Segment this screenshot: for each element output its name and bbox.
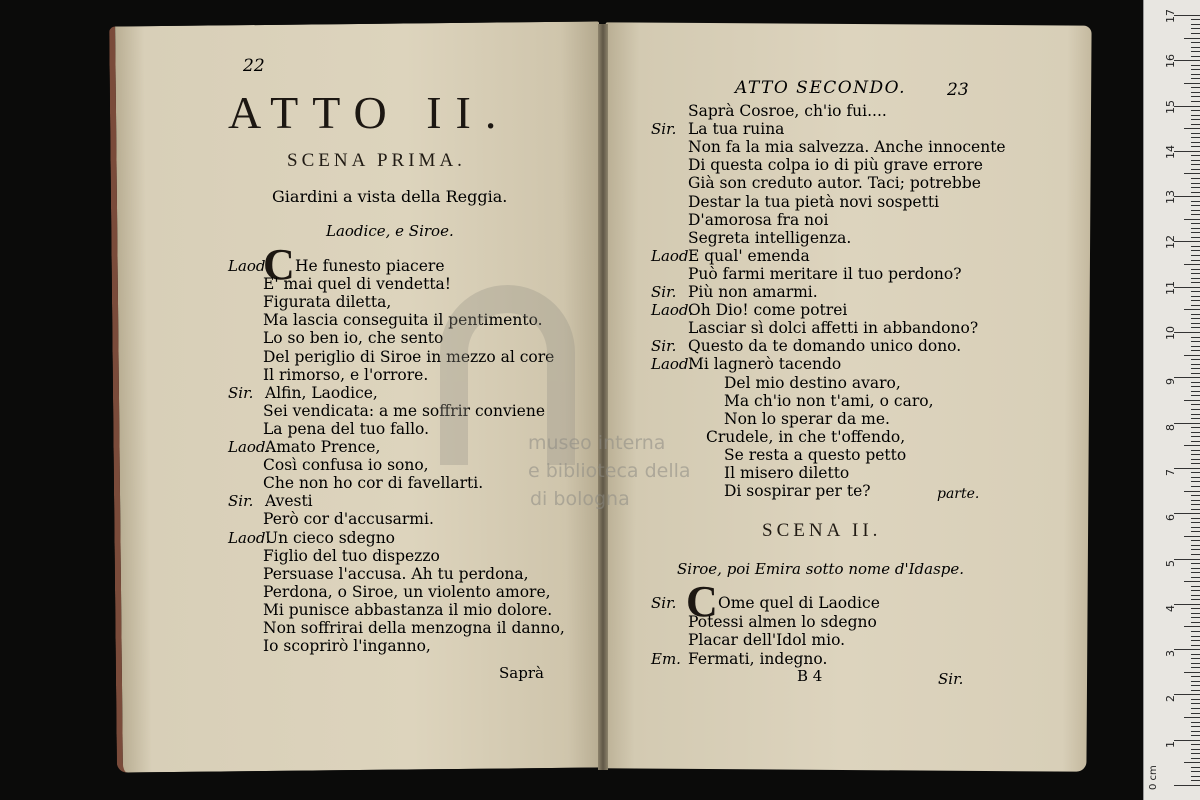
ruler-tick	[1191, 472, 1200, 473]
ruler-tick	[1191, 404, 1200, 405]
verse-line: Può farmi meritare il tuo perdono?	[688, 264, 962, 283]
ruler-label: 1	[1164, 740, 1177, 748]
ruler-tick	[1184, 355, 1200, 356]
ruler-tick	[1191, 282, 1200, 283]
ruler-tick	[1191, 19, 1200, 20]
ruler-tick	[1191, 137, 1200, 138]
verse-line: Però cor d'accusarmi.	[263, 510, 434, 529]
exit-direction: parte.	[937, 486, 980, 502]
ruler-tick	[1191, 586, 1200, 587]
ruler-unit-label: 0 cm	[1148, 765, 1159, 790]
verse-line: E qual' emenda	[688, 246, 810, 265]
ruler-tick	[1184, 581, 1200, 582]
ruler-tick	[1174, 740, 1200, 741]
verse-line: Più non amarmi.	[688, 283, 818, 301]
ruler-tick	[1191, 214, 1200, 215]
watermark-line-2: e biblioteca della	[528, 460, 691, 482]
ruler-tick	[1191, 273, 1200, 274]
ruler-tick	[1191, 409, 1200, 410]
ruler-label: 4	[1164, 604, 1177, 612]
ruler-tick	[1191, 364, 1200, 365]
verse-line: Non lo sperar da me.	[724, 409, 890, 428]
ruler-tick	[1191, 178, 1200, 179]
verse-line: Di sospirar per te?	[724, 482, 871, 501]
ruler-tick	[1191, 563, 1200, 564]
verse-line: Mi punisce abbastanza il mio dolore.	[263, 600, 553, 619]
ruler-tick	[1191, 373, 1200, 374]
verse-line: Crudele, in che t'offendo,	[706, 427, 906, 446]
ruler-tick	[1191, 776, 1200, 777]
verse-line: Del mio destino avaro,	[724, 373, 901, 392]
ruler-tick	[1191, 169, 1200, 170]
ruler-tick	[1191, 250, 1200, 251]
ruler-tick	[1174, 694, 1200, 695]
ruler-tick	[1191, 201, 1200, 202]
ruler-label: 7	[1164, 468, 1177, 476]
left-catchword: Saprà	[499, 664, 544, 682]
ruler-tick	[1174, 196, 1200, 197]
ruler-tick	[1191, 771, 1200, 772]
ruler-tick	[1191, 237, 1200, 238]
ruler-tick	[1191, 658, 1200, 659]
ruler-label: 5	[1164, 559, 1177, 567]
ruler-tick	[1191, 744, 1200, 745]
ruler-tick	[1191, 323, 1200, 324]
ruler-tick	[1191, 78, 1200, 79]
verse-line: Io scoprirò l'inganno,	[263, 637, 431, 656]
verse-line: Persuase l'accusa. Ah tu perdona,	[263, 564, 529, 583]
verse-line: Ome quel di Laodice	[718, 594, 880, 612]
verse-line: He funesto piacere	[295, 257, 445, 275]
ruler-tick	[1191, 454, 1200, 455]
ruler-tick	[1191, 246, 1200, 247]
ruler-tick	[1191, 636, 1200, 637]
ruler-tick	[1174, 377, 1200, 378]
speaker-label: Sir.	[651, 594, 677, 612]
ruler-tick	[1184, 264, 1200, 265]
verse-line: Il misero diletto	[724, 464, 850, 482]
ruler-tick	[1191, 395, 1200, 396]
ruler-tick	[1191, 192, 1200, 193]
ruler-tick	[1191, 318, 1200, 319]
ruler-tick	[1191, 749, 1200, 750]
ruler-tick	[1191, 758, 1200, 759]
verse-line: Oh Dio! come potrei	[688, 301, 848, 320]
ruler-tick	[1191, 337, 1200, 338]
ruler-tick	[1191, 572, 1200, 573]
ruler-tick	[1191, 522, 1200, 523]
ruler-tick	[1191, 676, 1200, 677]
verse-line: Saprà Cosroe, ch'io fui....	[688, 102, 887, 120]
speaker-label: Laod.	[228, 257, 271, 275]
speaker-label: Laod.	[228, 438, 271, 456]
ruler-label: 13	[1164, 190, 1177, 205]
ruler-tick	[1191, 568, 1200, 569]
ruler-tick	[1191, 260, 1200, 261]
ruler-tick	[1191, 631, 1200, 632]
ruler-tick	[1191, 699, 1200, 700]
ruler-tick	[1191, 210, 1200, 211]
ruler-tick	[1191, 341, 1200, 342]
verse-line: Figurata diletta,	[263, 293, 392, 312]
verse-line: Lo so ben io, che sento	[263, 329, 444, 348]
ruler-tick	[1174, 468, 1200, 469]
ruler-tick	[1191, 590, 1200, 591]
verse-line: Ma lascia conseguita il pentimento.	[263, 311, 543, 330]
running-head: ATTO SECONDO.	[735, 78, 907, 98]
ruler-tick	[1191, 518, 1200, 519]
setting-line: Giardini a vista della Reggia.	[272, 187, 508, 206]
ruler-tick	[1191, 722, 1200, 723]
ruler-tick	[1191, 613, 1200, 614]
ruler-tick	[1191, 731, 1200, 732]
ruler-tick	[1191, 486, 1200, 487]
ruler-tick	[1191, 735, 1200, 736]
ruler-tick	[1191, 645, 1200, 646]
verse-line: Perdona, o Siroe, un violento amore,	[263, 582, 551, 601]
ruler-label: 9	[1164, 378, 1177, 386]
ruler-tick	[1191, 495, 1200, 496]
ruler-tick	[1191, 255, 1200, 256]
ruler-tick	[1174, 513, 1200, 514]
verse-line: Già son creduto autor. Taci; potrebbe	[688, 174, 981, 193]
ruler-tick	[1191, 69, 1200, 70]
ruler-tick	[1184, 38, 1200, 39]
speaker-label: Laod.	[228, 528, 271, 547]
speaker-label: Sir.	[228, 383, 254, 402]
ruler-tick	[1191, 549, 1200, 550]
verse-line: Figlio del tuo dispezzo	[263, 546, 440, 565]
ruler-tick	[1184, 83, 1200, 84]
verse-line: Questo da te domando unico dono.	[688, 337, 962, 356]
ruler-label: 3	[1164, 650, 1177, 658]
ruler-tick	[1191, 65, 1200, 66]
ruler-tick	[1174, 785, 1200, 786]
ruler-tick	[1191, 368, 1200, 369]
ruler-tick	[1191, 155, 1200, 156]
scene-heading-left: SCENA PRIMA.	[287, 150, 466, 171]
verse-line: Di questa colpa io di più grave errore	[688, 156, 983, 175]
ruler-label: 15	[1164, 99, 1177, 114]
ruler-tick	[1184, 672, 1200, 673]
ruler-tick	[1191, 183, 1200, 184]
ruler-label: 17	[1164, 8, 1177, 23]
drop-initial: C	[263, 240, 295, 289]
ruler-tick	[1174, 332, 1200, 333]
verse-line: La pena del tuo fallo.	[263, 419, 430, 438]
ruler-tick	[1191, 110, 1200, 111]
ruler-tick	[1184, 491, 1200, 492]
cast-line-right: Siroe, poi Emira sotto nome d'Idaspe.	[677, 560, 965, 578]
verse-line: Non soffrirai della menzogna il danno,	[263, 619, 565, 637]
verse-line: Sei vendicata: a me soffrir conviene	[263, 401, 546, 420]
ruler-label: 8	[1164, 423, 1177, 431]
ruler-tick	[1191, 531, 1200, 532]
ruler-tick	[1191, 146, 1200, 147]
ruler-tick	[1191, 640, 1200, 641]
ruler-tick	[1184, 626, 1200, 627]
scene-heading-right: SCENA II.	[762, 520, 882, 541]
ruler-tick	[1174, 106, 1200, 107]
ruler-tick	[1191, 726, 1200, 727]
ruler-tick	[1191, 291, 1200, 292]
ruler-tick	[1191, 622, 1200, 623]
ruler-tick	[1191, 386, 1200, 387]
speaker-label: Em.	[651, 649, 681, 668]
ruler-tick	[1191, 350, 1200, 351]
ruler-tick	[1191, 296, 1200, 297]
signature-mark: B 4	[797, 667, 823, 685]
ruler-tick	[1191, 327, 1200, 328]
ruler-tick	[1191, 414, 1200, 415]
verse-line: Segreta intelligenza.	[688, 228, 852, 247]
ruler-tick	[1191, 87, 1200, 88]
ruler-tick	[1191, 33, 1200, 34]
ruler-tick	[1191, 28, 1200, 29]
book-gutter	[598, 24, 608, 770]
verse-line: La tua ruina	[688, 120, 785, 139]
verse-line: Un cieco sdegno	[265, 528, 396, 547]
ruler-tick	[1191, 96, 1200, 97]
ruler-tick	[1191, 42, 1200, 43]
ruler-tick	[1191, 346, 1200, 347]
verse-line: Ma ch'io non t'ami, o caro,	[724, 391, 934, 410]
ruler-tick	[1191, 164, 1200, 165]
ruler-tick	[1174, 15, 1200, 16]
ruler-tick	[1191, 278, 1200, 279]
speaker-label: Sir.	[651, 337, 677, 356]
ruler-tick	[1191, 527, 1200, 528]
ruler-tick	[1174, 559, 1200, 560]
ruler-tick	[1191, 228, 1200, 229]
ruler-tick	[1191, 577, 1200, 578]
ruler-tick	[1191, 119, 1200, 120]
verse-line: Il rimorso, e l'orrore.	[263, 365, 429, 384]
ruler-tick	[1191, 685, 1200, 686]
ruler-tick	[1174, 649, 1200, 650]
ruler-tick	[1184, 309, 1200, 310]
verse-line: Fermati, indegno.	[688, 649, 828, 668]
ruler-tick	[1174, 287, 1200, 288]
ruler-label: 12	[1164, 235, 1177, 250]
ruler-tick	[1174, 423, 1200, 424]
verse-line: Non fa la mia salvezza. Anche innocente	[688, 138, 1006, 157]
verse-line: E' mai quel di vendetta!	[263, 275, 452, 294]
ruler-tick	[1184, 219, 1200, 220]
verse-line: Lasciar sì dolci affetti in abbandono?	[688, 319, 979, 338]
ruler-tick	[1184, 536, 1200, 537]
ruler-tick	[1184, 445, 1200, 446]
verse-line: Alfin, Laodice,	[265, 383, 378, 402]
ruler-tick	[1191, 599, 1200, 600]
ruler-tick	[1191, 427, 1200, 428]
ruler-tick	[1191, 74, 1200, 75]
ruler-label: 10	[1164, 326, 1177, 340]
ruler-tick	[1191, 545, 1200, 546]
ruler-tick	[1191, 160, 1200, 161]
ruler-tick	[1191, 753, 1200, 754]
ruler-tick	[1191, 595, 1200, 596]
ruler-tick	[1191, 463, 1200, 464]
ruler-tick	[1191, 314, 1200, 315]
ruler-tick	[1191, 432, 1200, 433]
verse-line: Così confusa io sono,	[263, 456, 429, 475]
ruler-tick	[1191, 690, 1200, 691]
ruler-tick	[1191, 708, 1200, 709]
speaker-label: Laod.	[651, 301, 694, 320]
ruler-tick	[1191, 500, 1200, 501]
left-page-number: 22	[243, 56, 265, 76]
ruler-tick	[1191, 477, 1200, 478]
ruler-tick	[1191, 767, 1200, 768]
ruler-tick	[1191, 667, 1200, 668]
right-catchword: Sir.	[938, 670, 964, 688]
watermark-line-3: di bologna	[530, 488, 630, 510]
ruler-label: 16	[1164, 54, 1177, 69]
ruler-tick	[1191, 133, 1200, 134]
ruler-tick	[1191, 509, 1200, 510]
ruler-tick	[1174, 241, 1200, 242]
ruler-label: 2	[1164, 695, 1177, 703]
ruler-label: 11	[1164, 280, 1177, 295]
ruler-tick	[1184, 762, 1200, 763]
ruler-tick	[1191, 223, 1200, 224]
ruler-label: 6	[1164, 514, 1177, 522]
ruler-tick	[1191, 663, 1200, 664]
verse-line: Del periglio di Siroe in mezzo al core	[263, 347, 555, 366]
ruler-tick	[1191, 24, 1200, 25]
verse-line: Destar la tua pietà novi sospetti	[688, 192, 940, 211]
speaker-label: Sir.	[228, 492, 254, 511]
verse-line: Amato Prence,	[265, 438, 381, 456]
measurement-ruler	[1143, 0, 1200, 800]
ruler-tick	[1191, 681, 1200, 682]
ruler-tick	[1184, 717, 1200, 718]
ruler-tick	[1191, 101, 1200, 102]
speaker-label: Laod.	[651, 246, 694, 265]
ruler-tick	[1191, 540, 1200, 541]
ruler-tick	[1191, 51, 1200, 52]
verse-line: Avesti	[265, 492, 313, 511]
ruler-tick	[1191, 450, 1200, 451]
ruler-tick	[1191, 305, 1200, 306]
ruler-tick	[1174, 151, 1200, 152]
cast-line-left: Laodice, e Siroe.	[326, 222, 454, 240]
ruler-tick	[1191, 608, 1200, 609]
verse-line: Che non ho cor di favellarti.	[263, 474, 484, 493]
ruler-tick	[1191, 142, 1200, 143]
speaker-label: Sir.	[651, 120, 677, 139]
ruler-tick	[1191, 441, 1200, 442]
ruler-tick	[1191, 554, 1200, 555]
ruler-tick	[1191, 359, 1200, 360]
ruler-tick	[1191, 124, 1200, 125]
ruler-tick	[1191, 115, 1200, 116]
right-page-number: 23	[947, 80, 969, 100]
ruler-tick	[1191, 654, 1200, 655]
verse-line: Se resta a questo petto	[724, 445, 907, 464]
ruler-tick	[1191, 391, 1200, 392]
ruler-tick	[1191, 703, 1200, 704]
ruler-tick	[1174, 60, 1200, 61]
ruler-tick	[1191, 92, 1200, 93]
ruler-tick	[1191, 232, 1200, 233]
act-title: ATTO II.	[228, 87, 511, 138]
ruler-tick	[1191, 436, 1200, 437]
speaker-label: Laod.	[651, 355, 694, 374]
drop-initial: C	[686, 577, 718, 626]
ruler-label: 14	[1164, 144, 1177, 159]
verse-line: Potessi almen lo sdegno	[688, 612, 877, 631]
ruler-tick	[1191, 269, 1200, 270]
ruler-tick	[1191, 382, 1200, 383]
ruler-tick	[1191, 300, 1200, 301]
ruler-tick	[1191, 187, 1200, 188]
speaker-label: Sir.	[651, 283, 677, 301]
ruler-tick	[1191, 780, 1200, 781]
watermark-line-1: museo interna	[528, 432, 666, 454]
ruler-tick	[1174, 604, 1200, 605]
verse-line: Placar dell'Idol mio.	[688, 631, 846, 649]
ruler-tick	[1191, 713, 1200, 714]
ruler-tick	[1191, 481, 1200, 482]
ruler-tick	[1191, 459, 1200, 460]
ruler-tick	[1191, 617, 1200, 618]
ruler-tick	[1184, 400, 1200, 401]
ruler-tick	[1184, 173, 1200, 174]
verse-line: D'amorosa fra noi	[688, 210, 829, 229]
verse-line: Mi lagnerò tacendo	[688, 355, 842, 374]
ruler-tick	[1184, 128, 1200, 129]
ruler-tick	[1191, 418, 1200, 419]
ruler-tick	[1191, 504, 1200, 505]
ruler-tick	[1191, 47, 1200, 48]
ruler-tick	[1191, 56, 1200, 57]
ruler-tick	[1191, 205, 1200, 206]
